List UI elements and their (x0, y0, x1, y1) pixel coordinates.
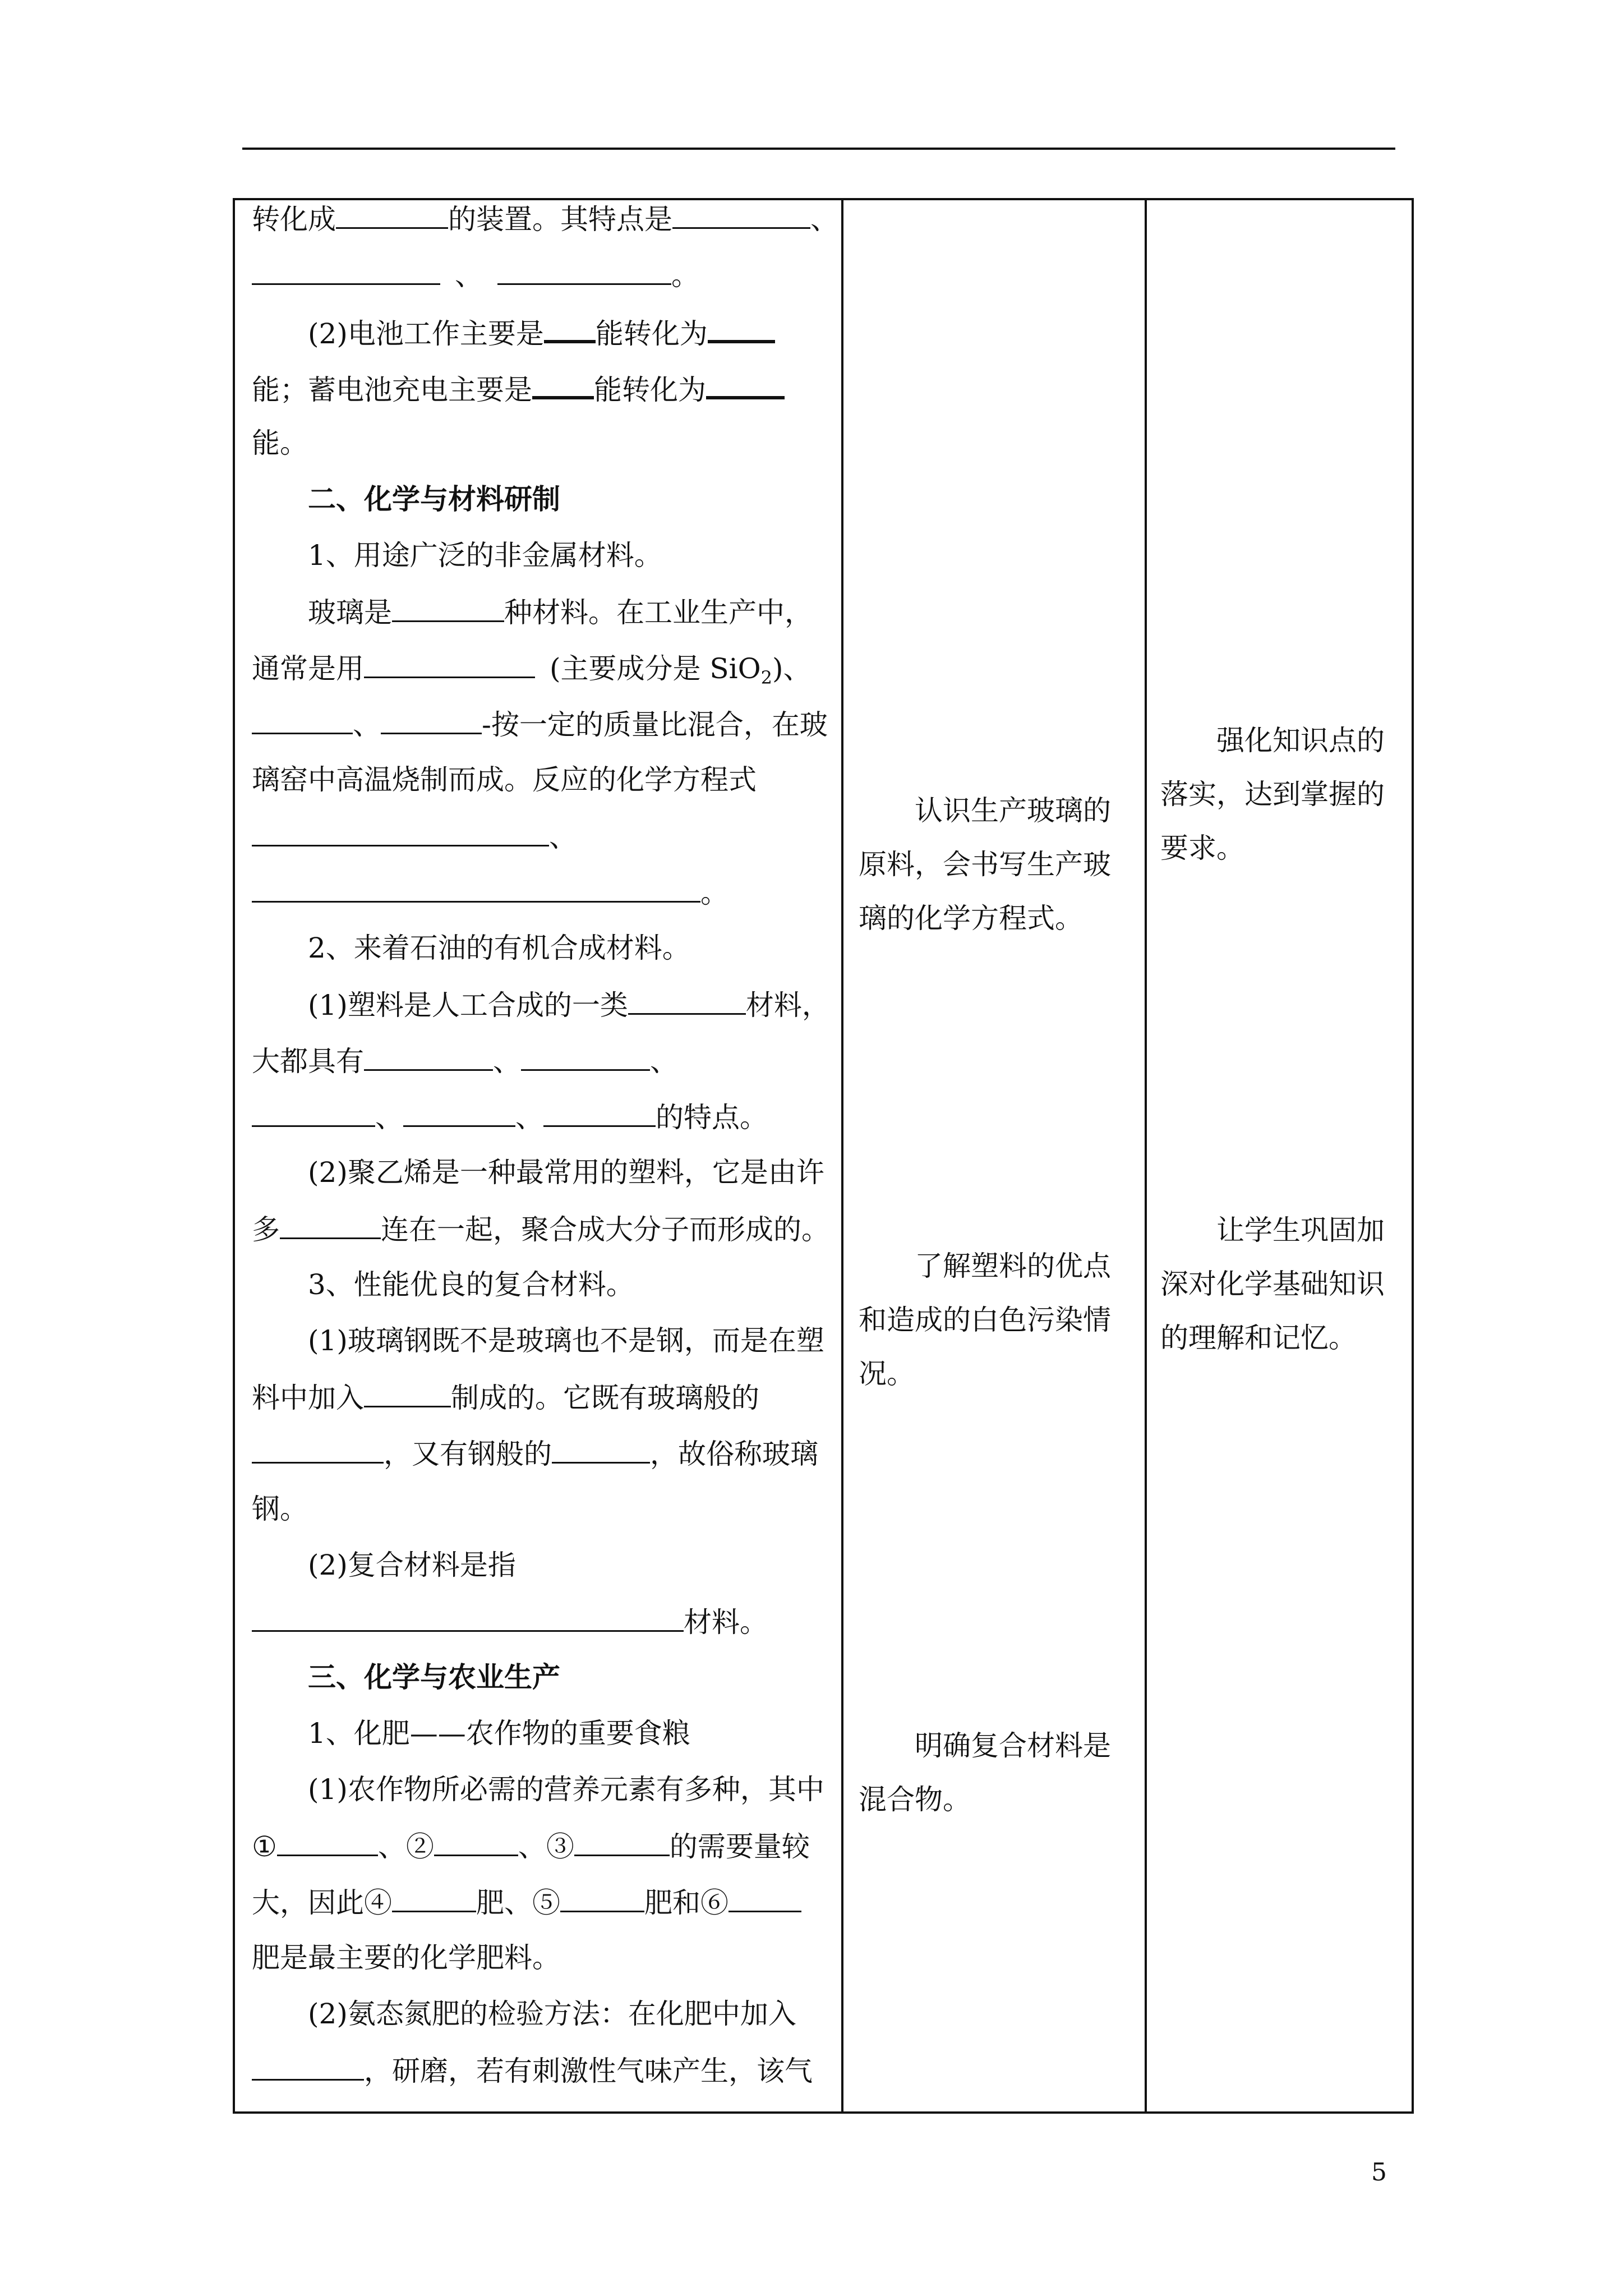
fill-blank[interactable] (280, 1212, 381, 1239)
fill-blank[interactable] (252, 1099, 375, 1127)
fill-blank[interactable] (364, 1380, 451, 1407)
fill-blank[interactable] (560, 1885, 644, 1912)
fill-blank[interactable] (434, 1829, 518, 1856)
fill-blank[interactable] (672, 201, 810, 229)
page-number: 5 (1371, 2158, 1387, 2187)
text-line: 钢。 (252, 1493, 308, 1525)
objective-plastic: 了解塑料的优点 和造成的白色污染情 况。 (859, 1250, 1111, 1390)
text-line: ① 、② 、③ 的需要量较 (252, 1829, 810, 1864)
intent-reinforce: 强化知识点的 落实，达到掌握的 要求。 (1160, 724, 1385, 864)
fill-blank[interactable] (252, 707, 353, 734)
fill-blank[interactable] (364, 1043, 493, 1071)
fill-blank[interactable] (353, 819, 549, 846)
text-line: 、 。 (252, 257, 699, 292)
fill-blank[interactable] (521, 1043, 650, 1071)
fill-blank[interactable] (403, 1099, 515, 1127)
column-divider-2 (1145, 200, 1147, 2111)
fill-blank[interactable] (552, 1436, 650, 1464)
text-line: (1)玻璃钢既不是玻璃也不是钢，而是在塑 (308, 1324, 824, 1357)
text-line: 。 (252, 875, 728, 910)
column-divider-1 (841, 200, 843, 2111)
fill-blank[interactable] (532, 370, 594, 399)
fill-blank[interactable] (252, 2053, 364, 2081)
fill-blank[interactable] (497, 257, 671, 285)
fill-blank[interactable] (364, 651, 535, 678)
text-line: 料中加入 制成的。它既有玻璃般的 (252, 1380, 759, 1415)
text-line: 2、来着石油的有机合成材料。 (308, 932, 690, 964)
text-line: 肥是最主要的化学肥料。 (252, 1941, 560, 1974)
fill-blank[interactable] (708, 314, 775, 343)
fill-blank[interactable] (392, 1885, 476, 1912)
text-line: 多 连在一起，聚合成大分子而形成的。 (252, 1212, 829, 1246)
text-line: 1、用途广泛的非金属材料。 (308, 539, 662, 572)
fill-blank[interactable] (728, 1885, 801, 1912)
intent-consolidate: 让学生巩固加 深对化学基础知识 的理解和记忆。 (1160, 1214, 1385, 1354)
fill-blank[interactable] (628, 987, 746, 1015)
fill-blank[interactable] (252, 1436, 384, 1464)
text-line: 璃窑中高温烧制而成。反应的化学方程式 (252, 763, 757, 796)
section-heading-2: 二、化学与材料研制 (308, 482, 560, 516)
text-line: (2)聚乙烯是一种最常用的塑料，它是由许 (308, 1156, 824, 1189)
text-line: 通常是用 (主要成分是 SiO$_2$)、 (252, 651, 811, 694)
text-line: ，又有钢般的 ，故俗称玻璃 (252, 1436, 818, 1471)
text-line: 大，因此④ 肥、⑤ 肥和⑥ (252, 1885, 801, 1920)
fill-blank[interactable] (336, 201, 448, 229)
text-line: (2)氨态氮肥的检验方法：在化肥中加入 (308, 1998, 796, 2030)
text-line: 玻璃是 种材料。在工业生产中， (252, 595, 813, 629)
fill-blank[interactable] (277, 1829, 378, 1856)
section-heading-3: 三、化学与农业生产 (308, 1660, 560, 1694)
fill-blank[interactable] (252, 875, 409, 903)
fill-blank[interactable] (392, 595, 504, 622)
fill-blank[interactable] (409, 875, 700, 903)
fill-blank[interactable] (252, 819, 353, 846)
text-line: (2)电池工作主要是 能转化为 (252, 314, 775, 351)
text-line: (2)复合材料是指 (308, 1549, 516, 1581)
objective-composite: 明确复合材料是 混合物。 (859, 1729, 1111, 1816)
fill-blank[interactable] (574, 1829, 670, 1856)
fill-blank[interactable] (706, 370, 785, 399)
fill-blank[interactable] (544, 314, 596, 343)
lesson-table (233, 198, 1414, 2114)
fill-blank[interactable] (252, 1604, 566, 1632)
text-line: 1、化肥——农作物的重要食粮 (308, 1717, 690, 1750)
text-line: 、 、 的特点。 (252, 1099, 768, 1134)
text-line: 、 -按一定的质量比混合，在玻 (252, 707, 828, 742)
text-line: 材料。 (252, 1604, 768, 1639)
text-line: 、 (252, 819, 577, 854)
fill-blank[interactable] (381, 707, 482, 734)
text-line: 转化成 的装置。其特点是 、 (252, 201, 838, 236)
objective-glass: 认识生产玻璃的 原料，会书写生产玻 璃的化学方程式。 (859, 794, 1111, 935)
text-line: (1)塑料是人工合成的一类 材料， (252, 987, 830, 1022)
text-line: 大都具有 、 、 (252, 1043, 678, 1078)
fill-blank[interactable] (543, 1099, 656, 1127)
fill-blank[interactable] (252, 257, 440, 285)
text-line: ，研磨，若有刺激性气味产生，该气 (252, 2053, 813, 2088)
text-line: 3、性能优良的复合材料。 (308, 1268, 634, 1301)
text-line: 能。 (252, 427, 308, 459)
text-line: 能；蓄电池充电主要是 能转化为 (252, 370, 785, 407)
fill-blank[interactable] (566, 1604, 684, 1632)
header-rule (242, 148, 1395, 150)
text-line: (1)农作物所必需的营养元素有多种，其中 (308, 1773, 824, 1806)
